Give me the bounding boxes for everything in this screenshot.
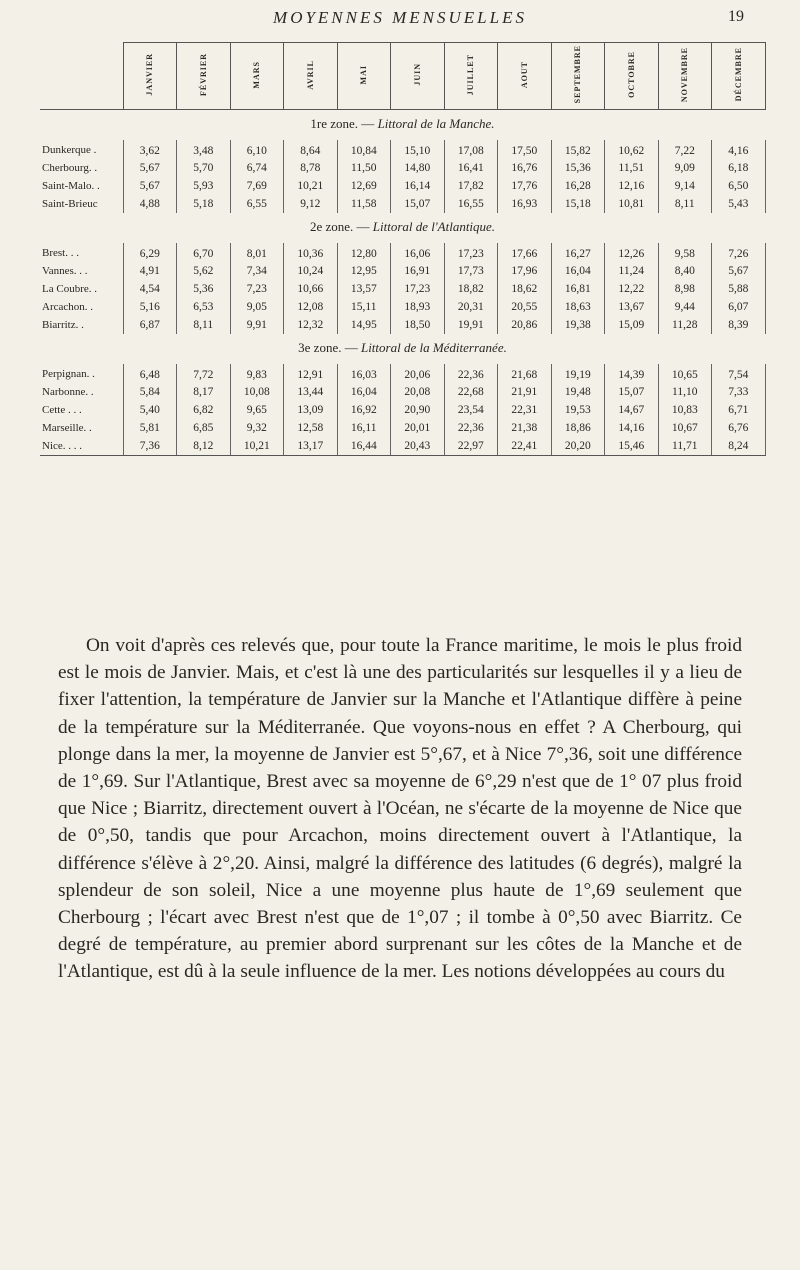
- station-name: Arcachon. .: [42, 301, 94, 313]
- station-name: Marseille. .: [42, 422, 92, 434]
- temperature-cell: 8,64: [284, 140, 338, 159]
- temperature-cell: 21,91: [498, 383, 552, 401]
- temperature-cell: 6,29: [123, 243, 177, 262]
- table-row: [40, 437, 765, 456]
- table-row: [40, 298, 765, 316]
- temperature-cell: 20,06: [391, 364, 445, 383]
- temperature-cell: 16,81: [551, 280, 605, 298]
- zone-name: Littoral de la Méditerranée.: [360, 340, 507, 355]
- temperature-cell: 23,54: [444, 401, 498, 419]
- station-name: Saint-Malo. .: [42, 180, 100, 192]
- temperature-cell: 10,21: [284, 177, 338, 195]
- temperature-cell: 12,16: [605, 177, 659, 195]
- page-number: 19: [728, 8, 744, 25]
- temperature-cell: 9,83: [230, 364, 284, 383]
- temperature-cell: 16,04: [551, 262, 605, 280]
- temperature-cell: 10,66: [284, 280, 338, 298]
- temperature-cell: 18,62: [498, 280, 552, 298]
- temperature-cell: 8,01: [230, 243, 284, 262]
- temperature-cell: 20,90: [391, 401, 445, 419]
- month-header: [444, 43, 498, 110]
- temperature-cell: 10,84: [337, 140, 391, 159]
- table-row: [40, 243, 765, 262]
- temperature-cell: 3,48: [177, 140, 231, 159]
- temperature-cell: 4,54: [123, 280, 177, 298]
- station-name: Brest. . .: [42, 247, 79, 259]
- month-header-row: [40, 43, 765, 110]
- temperature-cell: 14,39: [605, 364, 659, 383]
- temperature-cell: 17,23: [391, 280, 445, 298]
- temperature-cell: 12,26: [605, 243, 659, 262]
- temperature-cell: 10,08: [230, 383, 284, 401]
- temperature-cell: 11,58: [337, 195, 391, 213]
- station-name: Dunkerque .: [42, 144, 97, 156]
- temperature-cell: 5,70: [177, 159, 231, 177]
- temperature-cell: 9,32: [230, 419, 284, 437]
- temperature-cell: 10,65: [658, 364, 712, 383]
- temperature-cell: 3,62: [123, 140, 177, 159]
- temperature-cell: 6,71: [712, 401, 766, 419]
- station-name: Saint-Brieuc: [42, 198, 98, 210]
- temperature-cell: 19,38: [551, 316, 605, 334]
- temperature-cell: 8,39: [712, 316, 766, 334]
- temperature-cell: 14,95: [337, 316, 391, 334]
- temperature-cell: 12,58: [284, 419, 338, 437]
- month-header: [230, 43, 284, 110]
- temperature-cell: 7,23: [230, 280, 284, 298]
- station-name: La Coubre. .: [42, 283, 97, 295]
- temperature-cell: 18,82: [444, 280, 498, 298]
- month-label: FÉVRIER: [198, 52, 208, 96]
- station-name: Vannes. . .: [42, 265, 88, 277]
- temperature-cell: 13,44: [284, 383, 338, 401]
- temperature-cell: 5,84: [123, 383, 177, 401]
- body-paragraph: On voit d'après ces relevés que, pour toute la France maritime, le mois le plus froid est le mois de Janvier. Mais, et c'est là une des particularités sur lesquelles il y a lieu de fixer l'attention, la température de Janvier sur la Manche et l'Atlantique diffère à peine de la température sur la Méditerranée. Que voyons-nous en effet ? A Cherbourg, qui plonge dans la mer, la moyenne de Janvier est 5°,67, et à Nice 7°,36, soit une différence de 1°,69. Sur l'Atlantique, Brest avec sa moyenne de 6°,29 n'est que de 1° 07 plus froid que Nice ; Biarritz, directement ouvert à l'Océan, ne s'écarte de la moyenne de Nice que de 0°,50, tandis que pour Arcachon, moins directement ouvert à l'Atlantique, la différence s'élève à 2°,20. Ainsi, malgré la différence des latitudes (6 degrés), malgré la splendeur de son soleil, Nice a une moyenne plus haute de 1°,69 seulement que Cherbourg ; l'écart avec Brest n'est que de 1°,07 ; il tombe à 0°,50 avec Biarritz. Ce degré de température, au premier abord surprenant sur les côtes de la Manche et de l'Atlantique, est dû à la seule influence de la mer. Les notions développées au cours du: [58, 635, 742, 983]
- temperature-cell: 17,50: [498, 140, 552, 159]
- temperature-cell: 9,91: [230, 316, 284, 334]
- temperature-cell: 8,98: [658, 280, 712, 298]
- month-header: [712, 43, 766, 110]
- temperature-cell: 20,20: [551, 437, 605, 456]
- temperature-cell: 6,18: [712, 159, 766, 177]
- body-text: [58, 632, 742, 986]
- temperature-cell: 16,11: [337, 419, 391, 437]
- temperature-cell: 16,06: [391, 243, 445, 262]
- temperature-cell: 5,36: [177, 280, 231, 298]
- temperature-cell: 5,67: [123, 159, 177, 177]
- month-header: [123, 43, 177, 110]
- temperature-cell: 6,87: [123, 316, 177, 334]
- temperature-table: [40, 42, 766, 456]
- temperature-cell: 12,69: [337, 177, 391, 195]
- temperature-cell: 8,11: [177, 316, 231, 334]
- month-header: [658, 43, 712, 110]
- month-label: MAI: [359, 64, 369, 85]
- temperature-cell: 16,14: [391, 177, 445, 195]
- temperature-cell: 13,67: [605, 298, 659, 316]
- temperature-cell: 16,28: [551, 177, 605, 195]
- temperature-cell: 22,97: [444, 437, 498, 456]
- temperature-cell: 13,17: [284, 437, 338, 456]
- temperature-cell: 7,72: [177, 364, 231, 383]
- zone-name: Littoral de la Manche.: [377, 116, 495, 131]
- temperature-cell: 18,86: [551, 419, 605, 437]
- page-header: [0, 0, 800, 40]
- temperature-cell: 6,55: [230, 195, 284, 213]
- temperature-cell: 15,18: [551, 195, 605, 213]
- temperature-cell: 5,88: [712, 280, 766, 298]
- month-header: [551, 43, 605, 110]
- temperature-cell: 9,58: [658, 243, 712, 262]
- temperature-cell: 6,76: [712, 419, 766, 437]
- temperature-cell: 5,18: [177, 195, 231, 213]
- temperature-cell: 14,67: [605, 401, 659, 419]
- temperature-cell: 10,36: [284, 243, 338, 262]
- temperature-cell: 19,19: [551, 364, 605, 383]
- temperature-cell: 10,62: [605, 140, 659, 159]
- station-name: Cette . . .: [42, 404, 82, 416]
- temperature-cell: 5,40: [123, 401, 177, 419]
- month-label: JUIN: [412, 63, 422, 86]
- temperature-cell: 16,27: [551, 243, 605, 262]
- zone-heading: [40, 110, 765, 141]
- month-header: [391, 43, 445, 110]
- temperature-cell: 6,74: [230, 159, 284, 177]
- temperature-cell: 15,11: [337, 298, 391, 316]
- temperature-cell: 20,01: [391, 419, 445, 437]
- temperature-cell: 5,67: [712, 262, 766, 280]
- temperature-cell: 19,53: [551, 401, 605, 419]
- temperature-cell: 16,03: [337, 364, 391, 383]
- temperature-cell: 18,93: [391, 298, 445, 316]
- temperature-cell: 11,10: [658, 383, 712, 401]
- temperature-cell: 4,16: [712, 140, 766, 159]
- temperature-cell: 15,09: [605, 316, 659, 334]
- temperature-cell: 8,24: [712, 437, 766, 456]
- temperature-cell: 17,66: [498, 243, 552, 262]
- zone-heading: [40, 334, 765, 364]
- temperature-cell: 11,24: [605, 262, 659, 280]
- temperature-cell: 14,16: [605, 419, 659, 437]
- temperature-cell: 8,40: [658, 262, 712, 280]
- temperature-cell: 5,93: [177, 177, 231, 195]
- temperature-cell: 16,76: [498, 159, 552, 177]
- temperature-cell: 20,31: [444, 298, 498, 316]
- temperature-cell: 14,80: [391, 159, 445, 177]
- temperature-cell: 7,22: [658, 140, 712, 159]
- month-header: [498, 43, 552, 110]
- month-label: AVRIL: [305, 59, 315, 90]
- month-header: [284, 43, 338, 110]
- temperature-cell: 7,34: [230, 262, 284, 280]
- temperature-cell: 18,50: [391, 316, 445, 334]
- temperature-cell: 16,55: [444, 195, 498, 213]
- temperature-cell: 17,08: [444, 140, 498, 159]
- zone-label: 2e zone. —: [309, 219, 373, 234]
- temperature-cell: 13,57: [337, 280, 391, 298]
- temperature-cell: 17,82: [444, 177, 498, 195]
- temperature-cell: 6,53: [177, 298, 231, 316]
- temperature-cell: 17,96: [498, 262, 552, 280]
- temperature-cell: 21,68: [498, 364, 552, 383]
- table-corner: [40, 43, 123, 110]
- temperature-cell: 6,10: [230, 140, 284, 159]
- temperature-cell: 9,14: [658, 177, 712, 195]
- temperature-cell: 15,10: [391, 140, 445, 159]
- temperature-cell: 15,07: [605, 383, 659, 401]
- temperature-cell: 22,68: [444, 383, 498, 401]
- temperature-cell: 10,81: [605, 195, 659, 213]
- temperature-cell: 9,05: [230, 298, 284, 316]
- temperature-cell: 16,93: [498, 195, 552, 213]
- temperature-cell: 8,78: [284, 159, 338, 177]
- temperature-cell: 6,82: [177, 401, 231, 419]
- temperature-cell: 15,07: [391, 195, 445, 213]
- zone-heading: [40, 213, 765, 243]
- temperature-cell: 11,71: [658, 437, 712, 456]
- month-label: OCTOBRE: [626, 51, 636, 98]
- temperature-cell: 19,91: [444, 316, 498, 334]
- temperature-cell: 9,12: [284, 195, 338, 213]
- temperature-cell: 16,41: [444, 159, 498, 177]
- temperature-cell: 15,46: [605, 437, 659, 456]
- temperature-cell: 21,38: [498, 419, 552, 437]
- temperature-cell: 5,62: [177, 262, 231, 280]
- month-label: JANVIER: [145, 53, 155, 96]
- temperature-cell: 16,91: [391, 262, 445, 280]
- month-label: SEPTEMBRE: [573, 45, 583, 104]
- running-title: MOYENNES MENSUELLES: [273, 8, 527, 27]
- temperature-cell: 16,04: [337, 383, 391, 401]
- zone-heading-row: [40, 213, 765, 243]
- table-row: [40, 364, 765, 383]
- table-row: [40, 419, 765, 437]
- temperature-cell: 5,81: [123, 419, 177, 437]
- temperature-cell: 22,36: [444, 364, 498, 383]
- month-header: [177, 43, 231, 110]
- table-row: [40, 140, 765, 159]
- temperature-cell: 10,24: [284, 262, 338, 280]
- temperature-cell: 22,31: [498, 401, 552, 419]
- month-label: AOUT: [519, 60, 529, 89]
- temperature-cell: 19,48: [551, 383, 605, 401]
- table-row: [40, 262, 765, 280]
- temperature-cell: 10,67: [658, 419, 712, 437]
- temperature-cell: 7,26: [712, 243, 766, 262]
- station-name: Biarritz. .: [42, 319, 84, 331]
- temperature-cell: 12,22: [605, 280, 659, 298]
- temperature-cell: 20,55: [498, 298, 552, 316]
- temperature-cell: 11,28: [658, 316, 712, 334]
- temperature-cell: 22,36: [444, 419, 498, 437]
- temperature-cell: 16,44: [337, 437, 391, 456]
- zone-label: 3e zone. —: [298, 340, 361, 355]
- table-row: [40, 177, 765, 195]
- temperature-cell: 17,23: [444, 243, 498, 262]
- temperature-cell: 12,95: [337, 262, 391, 280]
- table-row: [40, 383, 765, 401]
- temperature-cell: 5,67: [123, 177, 177, 195]
- month-header: [605, 43, 659, 110]
- table-row: [40, 316, 765, 334]
- temperature-cell: 10,83: [658, 401, 712, 419]
- temperature-cell: 9,44: [658, 298, 712, 316]
- temperature-cell: 13,09: [284, 401, 338, 419]
- month-label: DÉCEMBRE: [733, 47, 743, 102]
- temperature-cell: 9,09: [658, 159, 712, 177]
- station-name: Perpignan. .: [42, 368, 95, 380]
- temperature-cell: 11,51: [605, 159, 659, 177]
- table-row: [40, 280, 765, 298]
- temperature-cell: 15,36: [551, 159, 605, 177]
- temperature-cell: 6,85: [177, 419, 231, 437]
- temperature-cell: 12,08: [284, 298, 338, 316]
- temperature-cell: 10,21: [230, 437, 284, 456]
- month-label: NOVEMBRE: [680, 46, 690, 103]
- temperature-cell: 8,17: [177, 383, 231, 401]
- temperature-cell: 22,41: [498, 437, 552, 456]
- month-label: JUILLET: [466, 53, 476, 96]
- temperature-cell: 12,91: [284, 364, 338, 383]
- temperature-cell: 4,91: [123, 262, 177, 280]
- temperature-cell: 12,80: [337, 243, 391, 262]
- temperature-cell: 20,43: [391, 437, 445, 456]
- temperature-cell: 15,82: [551, 140, 605, 159]
- temperature-cell: 7,54: [712, 364, 766, 383]
- temperature-cell: 6,70: [177, 243, 231, 262]
- temperature-cell: 5,43: [712, 195, 766, 213]
- month-label: MARS: [252, 60, 262, 89]
- zone-heading-row: [40, 110, 765, 141]
- station-name: Nice. . . .: [40, 437, 123, 456]
- temperature-cell: 5,16: [123, 298, 177, 316]
- temperature-cell: 17,73: [444, 262, 498, 280]
- station-name: Cherbourg. .: [42, 162, 98, 174]
- temperature-cell: 8,12: [177, 437, 231, 456]
- temperature-cell: 8,11: [658, 195, 712, 213]
- zone-name: Littoral de l'Atlantique.: [372, 219, 496, 234]
- temperature-cell: 11,50: [337, 159, 391, 177]
- station-name: Narbonne. .: [42, 386, 94, 398]
- temperature-cell: 6,50: [712, 177, 766, 195]
- temperature-cell: 9,65: [230, 401, 284, 419]
- zone-label: 1re zone. —: [310, 116, 378, 131]
- temperature-cell: 20,86: [498, 316, 552, 334]
- temperature-cell: 7,69: [230, 177, 284, 195]
- table-row: [40, 195, 765, 213]
- temperature-cell: 6,48: [123, 364, 177, 383]
- temperature-cell: 4,88: [123, 195, 177, 213]
- temperature-cell: 7,36: [123, 437, 177, 456]
- temperature-cell: 16,92: [337, 401, 391, 419]
- temperature-cell: 17,76: [498, 177, 552, 195]
- temperature-cell: 6,07: [712, 298, 766, 316]
- table-row: [40, 401, 765, 419]
- temperature-cell: 18,63: [551, 298, 605, 316]
- temperature-cell: 12,32: [284, 316, 338, 334]
- month-header: [337, 43, 391, 110]
- temperature-cell: 7,33: [712, 383, 766, 401]
- table-row: [40, 159, 765, 177]
- temperature-cell: 20,08: [391, 383, 445, 401]
- zone-heading-row: [40, 334, 765, 364]
